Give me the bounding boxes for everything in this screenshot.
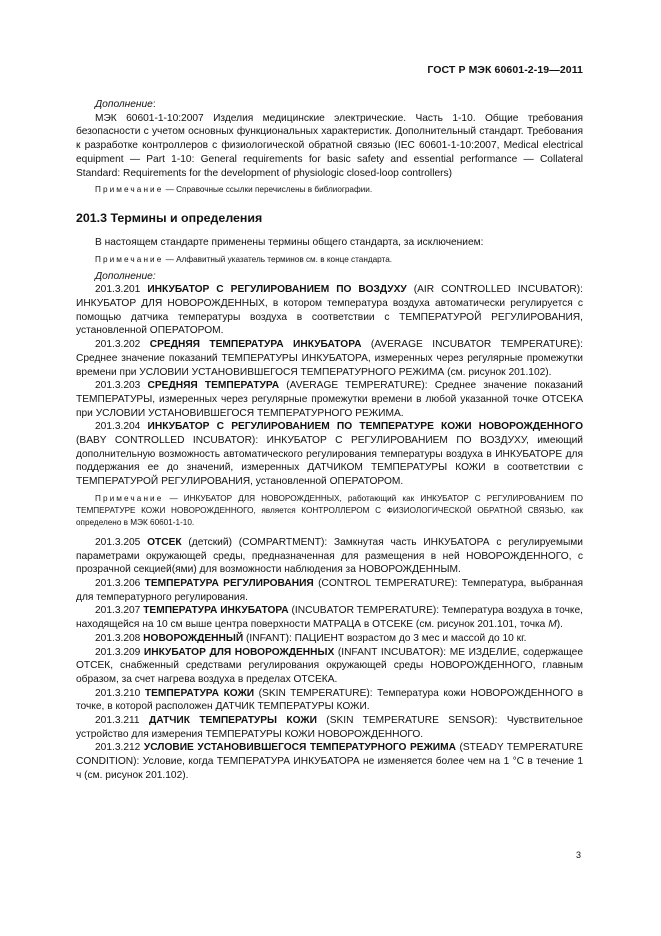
term-208: 201.3.208 НОВОРОЖДЕННЫЙ (INFANT): ПАЦИЕНТ возрастом до 3 мес и массой до 10 кг. [95,632,527,644]
term-203: 201.3.203 СРЕДНЯЯ ТЕМПЕРАТУРА (AVERAGE TEMPERATURE): Среднее значение показаний ТЕМПЕРАТУРЫ, измеренных через регулярные промежутки времени в любой указанной точке ОТСЕКА при УСЛОВИИ УСТАНОВИВШЕГОСЯ ТЕМПЕРАТУРНОГО РЕЖИМА. [76,380,583,419]
term-201: 201.3.201 ИНКУБАТОР С РЕГУЛИРОВАНИЕМ ПО ВОЗДУХУ (AIR CONTROLLED INCUBATOR): ИНКУБАТОР ДЛЯ НОВОРОЖДЕННЫХ, в котором температура воздуха автоматически регулируется с помощью датчика температуры воздуха в соответствии с ТЕМПЕРАТУРОЙ РЕГУЛИРОВАНИЯ, установленной ОПЕРАТОРОМ. [76,284,583,337]
document-body [76,98,583,783]
normative-reference: МЭК 60601-1-10:2007 Изделия медицинские электрические. Часть 1-10. Общие требования безопасности с учетом основных функциональных характеристик. Дополнительный стандарт. Требования к разработке контроллеров с физиологической обратной связью (IEC 60601-1-10:2007, Medical electrical equipment — Part 1-10: General requirements for basic safety and essential performance — Collateral Standard: Requirements for the development of physiologic closed-loop controllers) [76,112,583,179]
section-addendum-label: Дополнение: [95,270,156,282]
page-number: 3 [575,850,581,860]
term-210: 201.3.210 ТЕМПЕРАТУРА КОЖИ (SKIN TEMPERATURE): Температура кожи НОВОРОЖДЕННОГО в точке, в которой расположен ДАТЧИК ТЕМПЕРАТУРЫ КОЖИ. [76,687,583,713]
term-207: 201.3.207 ТЕМПЕРАТУРА ИНКУБАТОРА (INCUBATOR TEMPERATURE): Температура воздуха в точке, находящейся на 10 см выше центра поверхности МАТРАЦА в ОТСЕКЕ (см. рисунок 201.101, точка M). [76,605,583,631]
section-lead: В настоящем стандарте применены термины общего стандарта, за исключением: [95,236,484,248]
term-202: 201.3.202 СРЕДНЯЯ ТЕМПЕРАТУРА ИНКУБАТОРА (AVERAGE INCUBATOR TEMPERATURE): Среднее значение показаний ТЕМПЕРАТУРЫ ИНКУБАТОРА, измеренных через регулярные промежутки времени при УСЛОВИИ УСТАНОВИВШЕГОСЯ ТЕМПЕРАТУРНОГО РЕЖИМА (см. рисунок 201.102). [76,339,583,378]
term-209: 201.3.209 ИНКУБАТОР ДЛЯ НОВОРОЖДЕННЫХ (INFANT INCUBATOR): МЕ ИЗДЕЛИЕ, содержащее ОТСЕК, снабженный средствами регулирования окружающей среды НОВОРОЖДЕННОГО, главным образом, за счет нагрева воздуха в пределах ОТСЕКА. [76,646,583,685]
section-note: Примечание — Алфавитный указатель терминов см. в конце стандарта. [95,254,393,264]
section-heading: 201.3 Термины и определения [76,211,263,226]
term-204: 201.3.204 ИНКУБАТОР С РЕГУЛИРОВАНИЕМ ПО ТЕМПЕРАТУРЕ КОЖИ НОВОРОЖДЕННОГО (BABY CONTROLLED INCUBATOR): ИНКУБАТОР С РЕГУЛИРОВАНИЕМ ПО ВОЗДУХУ, имеющий дополнительную возможность автоматического регулирования температуры воздуха в ИНКУБАТОРЕ для поддержания ее до значений, измеренных ДАТЧИКОМ ТЕМПЕРАТУРЫ КОЖИ в соответствии с ТЕМПЕРАТУРОЙ РЕГУЛИРОВАНИЯ, установленной ОПЕРАТОРОМ. [76,421,583,488]
term-204-note: Примечание — ИНКУБАТОР ДЛЯ НОВОРОЖДЕННЫХ, работающий как ИНКУБАТОР С РЕГУЛИРОВАНИЕМ ПО ТЕМПЕРАТУРЕ КОЖИ НОВОРОЖДЕННОГО, является КОНТРОЛЛЕРОМ С ФИЗИОЛОГИЧЕСКОЙ ОБРАТНОЙ СВЯЗЬЮ, как определено в МЭК 60601-1-10. [76,493,583,527]
term-206: 201.3.206 ТЕМПЕРАТУРА РЕГУЛИРОВАНИЯ (CONTROL TEMPERATURE): Температура, выбранная для температурного регулирования. [76,577,583,603]
term-211: 201.3.211 ДАТЧИК ТЕМПЕРАТУРЫ КОЖИ (SKIN TEMPERATURE SENSOR): Чувствительное устройство для измерения ТЕМПЕРАТУРЫ КОЖИ НОВОРОЖДЕННОГО. [76,715,583,740]
document-header: ГОСТ Р МЭК 60601-2-19—2011 [427,64,583,76]
reference-note: Примечание — Справочные ссылки перечислены в библиографии. [95,185,373,195]
addendum-label: Дополнение: [95,99,156,110]
term-212: 201.3.212 УСЛОВИЕ УСТАНОВИВШЕГОСЯ ТЕМПЕРАТУРНОГО РЕЖИМА (STEADY TEMPERATURE CONDITION): Условие, когда ТЕМПЕРАТУРА ИНКУБАТОРА не изменяется более чем на 1 °С в течение 1 ч (см. рисунок 201.102). [76,742,583,781]
term-205: 201.3.205 ОТСЕК (детский) (COMPARTMENT): Замкнутая часть ИНКУБАТОРА с регулируемыми параметрами окружающей среды, предназначенная для размещения в ней НОВОРОЖДЕННОГО, с прозрачной секцией(ями) для возможности наблюдения за НОВОРОЖДЕННЫМ. [76,536,583,576]
